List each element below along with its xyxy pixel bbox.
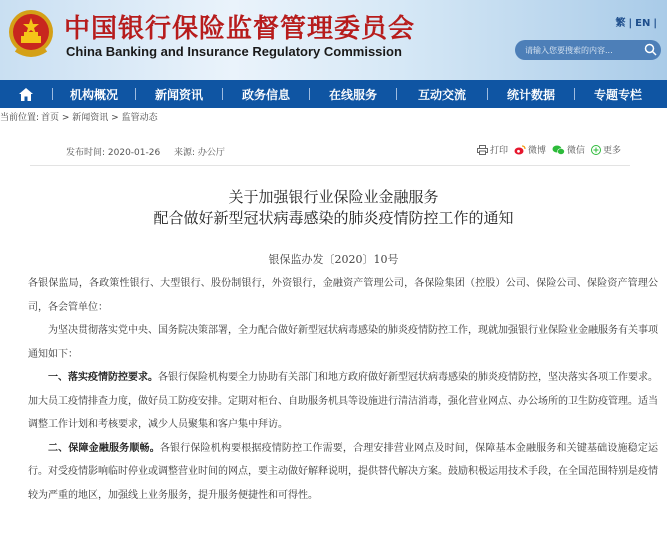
nav-item-topics[interactable] bbox=[574, 80, 661, 108]
wechat-icon bbox=[552, 145, 565, 155]
search-box bbox=[515, 40, 661, 60]
nav-item-news[interactable] bbox=[135, 80, 222, 108]
section-1-heading: 一、落实疫情防控要求。 bbox=[48, 372, 158, 383]
nav-label: 在线服务 bbox=[328, 87, 377, 102]
paragraph-intro: 为坚决贯彻落实党中央、国务院决策部署，全力配合做好新型冠状病毒感染的肺炎疫情防控工作，现就加强银行业保险业金融服务有关事项通知如下： bbox=[28, 325, 658, 360]
site-title-en[interactable]: China Banking and Insurance Regulatory Commission bbox=[66, 44, 402, 59]
home-link[interactable] bbox=[0, 80, 52, 108]
weibo-icon bbox=[514, 145, 526, 155]
nav-label: 专题专栏 bbox=[593, 87, 642, 102]
print-label: 打印 bbox=[489, 146, 508, 156]
paragraph-section-1 bbox=[28, 366, 658, 437]
search-icon[interactable] bbox=[644, 43, 657, 56]
search-input[interactable] bbox=[515, 41, 639, 59]
article-body bbox=[28, 272, 658, 507]
language-switch: 繁 | EN | bbox=[615, 18, 657, 29]
nav-item-statistics[interactable] bbox=[487, 80, 574, 108]
more-share-button[interactable] bbox=[591, 143, 621, 156]
main-nav bbox=[0, 80, 667, 108]
publish-date: 发布时间: 2020-01-26 bbox=[66, 148, 161, 158]
nav-item-government-info[interactable] bbox=[222, 80, 309, 108]
lang-english-link[interactable]: EN bbox=[635, 18, 651, 29]
more-label: 更多 bbox=[602, 146, 621, 156]
article-meta bbox=[0, 140, 667, 162]
section-2-heading: 二、保障金融服务顺畅。 bbox=[48, 442, 160, 454]
national-emblem-icon[interactable] bbox=[6, 6, 56, 62]
nav-item-about[interactable] bbox=[52, 80, 135, 108]
print-button[interactable] bbox=[477, 143, 508, 156]
nav-item-interaction[interactable] bbox=[396, 80, 487, 108]
meta-divider bbox=[30, 165, 630, 166]
site-header bbox=[0, 0, 667, 80]
breadcrumb-label: 当前位置: bbox=[0, 113, 40, 123]
lang-traditional-link[interactable]: 繁 bbox=[615, 18, 626, 29]
share-toolbar bbox=[477, 143, 621, 156]
wechat-share-button[interactable] bbox=[552, 143, 585, 156]
article-source: 来源: 办公厅 bbox=[174, 148, 225, 158]
printer-icon bbox=[477, 145, 488, 155]
plus-circle-icon bbox=[591, 145, 601, 155]
article-title-line1: 关于加强银行业保险业金融服务 bbox=[228, 188, 439, 206]
nav-label: 政务信息 bbox=[241, 87, 290, 102]
paragraph-recipients: 各银保监局，各政策性银行、大型银行、股份制银行，外资银行，金融资产管理公司，各保险集团（控股）公司、保险公司、保险资产管理公司，各会管单位： bbox=[28, 278, 658, 313]
nav-label: 新闻资讯 bbox=[154, 87, 203, 102]
breadcrumb bbox=[0, 110, 160, 123]
breadcrumb-path[interactable]: 首页 > 新闻资讯 > 监管动态 bbox=[41, 113, 158, 123]
paragraph-section-2 bbox=[28, 437, 658, 508]
document-number: 银保监办发〔2020〕10号 bbox=[268, 253, 399, 266]
section-1-text: 各银行保险机构要全力协助有关部门和地方政府做好新型冠状病毒感染的肺炎疫情防控，坚决落实各项工作要求。加大员工疫情排查力度，做好员工防疫安排。定期对柜台、自助服务机具等设施进行清洁消毒，强化营业网点、办公场所的卫生防疫管理。适当调整工作计划和考核要求，减少人员聚集和客户集中拜访。 bbox=[28, 372, 658, 430]
nav-label: 互动交流 bbox=[417, 87, 466, 102]
wechat-label: 微信 bbox=[566, 146, 585, 156]
nav-item-online-services[interactable] bbox=[309, 80, 396, 108]
home-icon bbox=[19, 88, 33, 101]
nav-label: 机构概况 bbox=[69, 87, 118, 102]
nav-label: 统计数据 bbox=[506, 87, 555, 102]
section-2-text: 各银行保险机构要根据疫情防控工作需要，合理安排营业网点及时间，保障基本金融服务和关键基础设施稳定运行。对受疫情影响临时停业或调整营业时间的网点，要主动做好解释说明，提供替代解决方案。鼓励积极运用技术手段，在全国范围特别是疫情较为严重的地区，加强线上业务服务，提升服务便捷性和可得性。 bbox=[28, 442, 659, 501]
site-title-cn[interactable]: 中国银行保险监督管理委员会 bbox=[64, 14, 416, 44]
article-title-line2: 配合做好新型冠状病毒感染的肺炎疫情防控工作的通知 bbox=[153, 209, 514, 227]
weibo-label: 微博 bbox=[527, 146, 546, 156]
weibo-share-button[interactable] bbox=[514, 143, 546, 156]
